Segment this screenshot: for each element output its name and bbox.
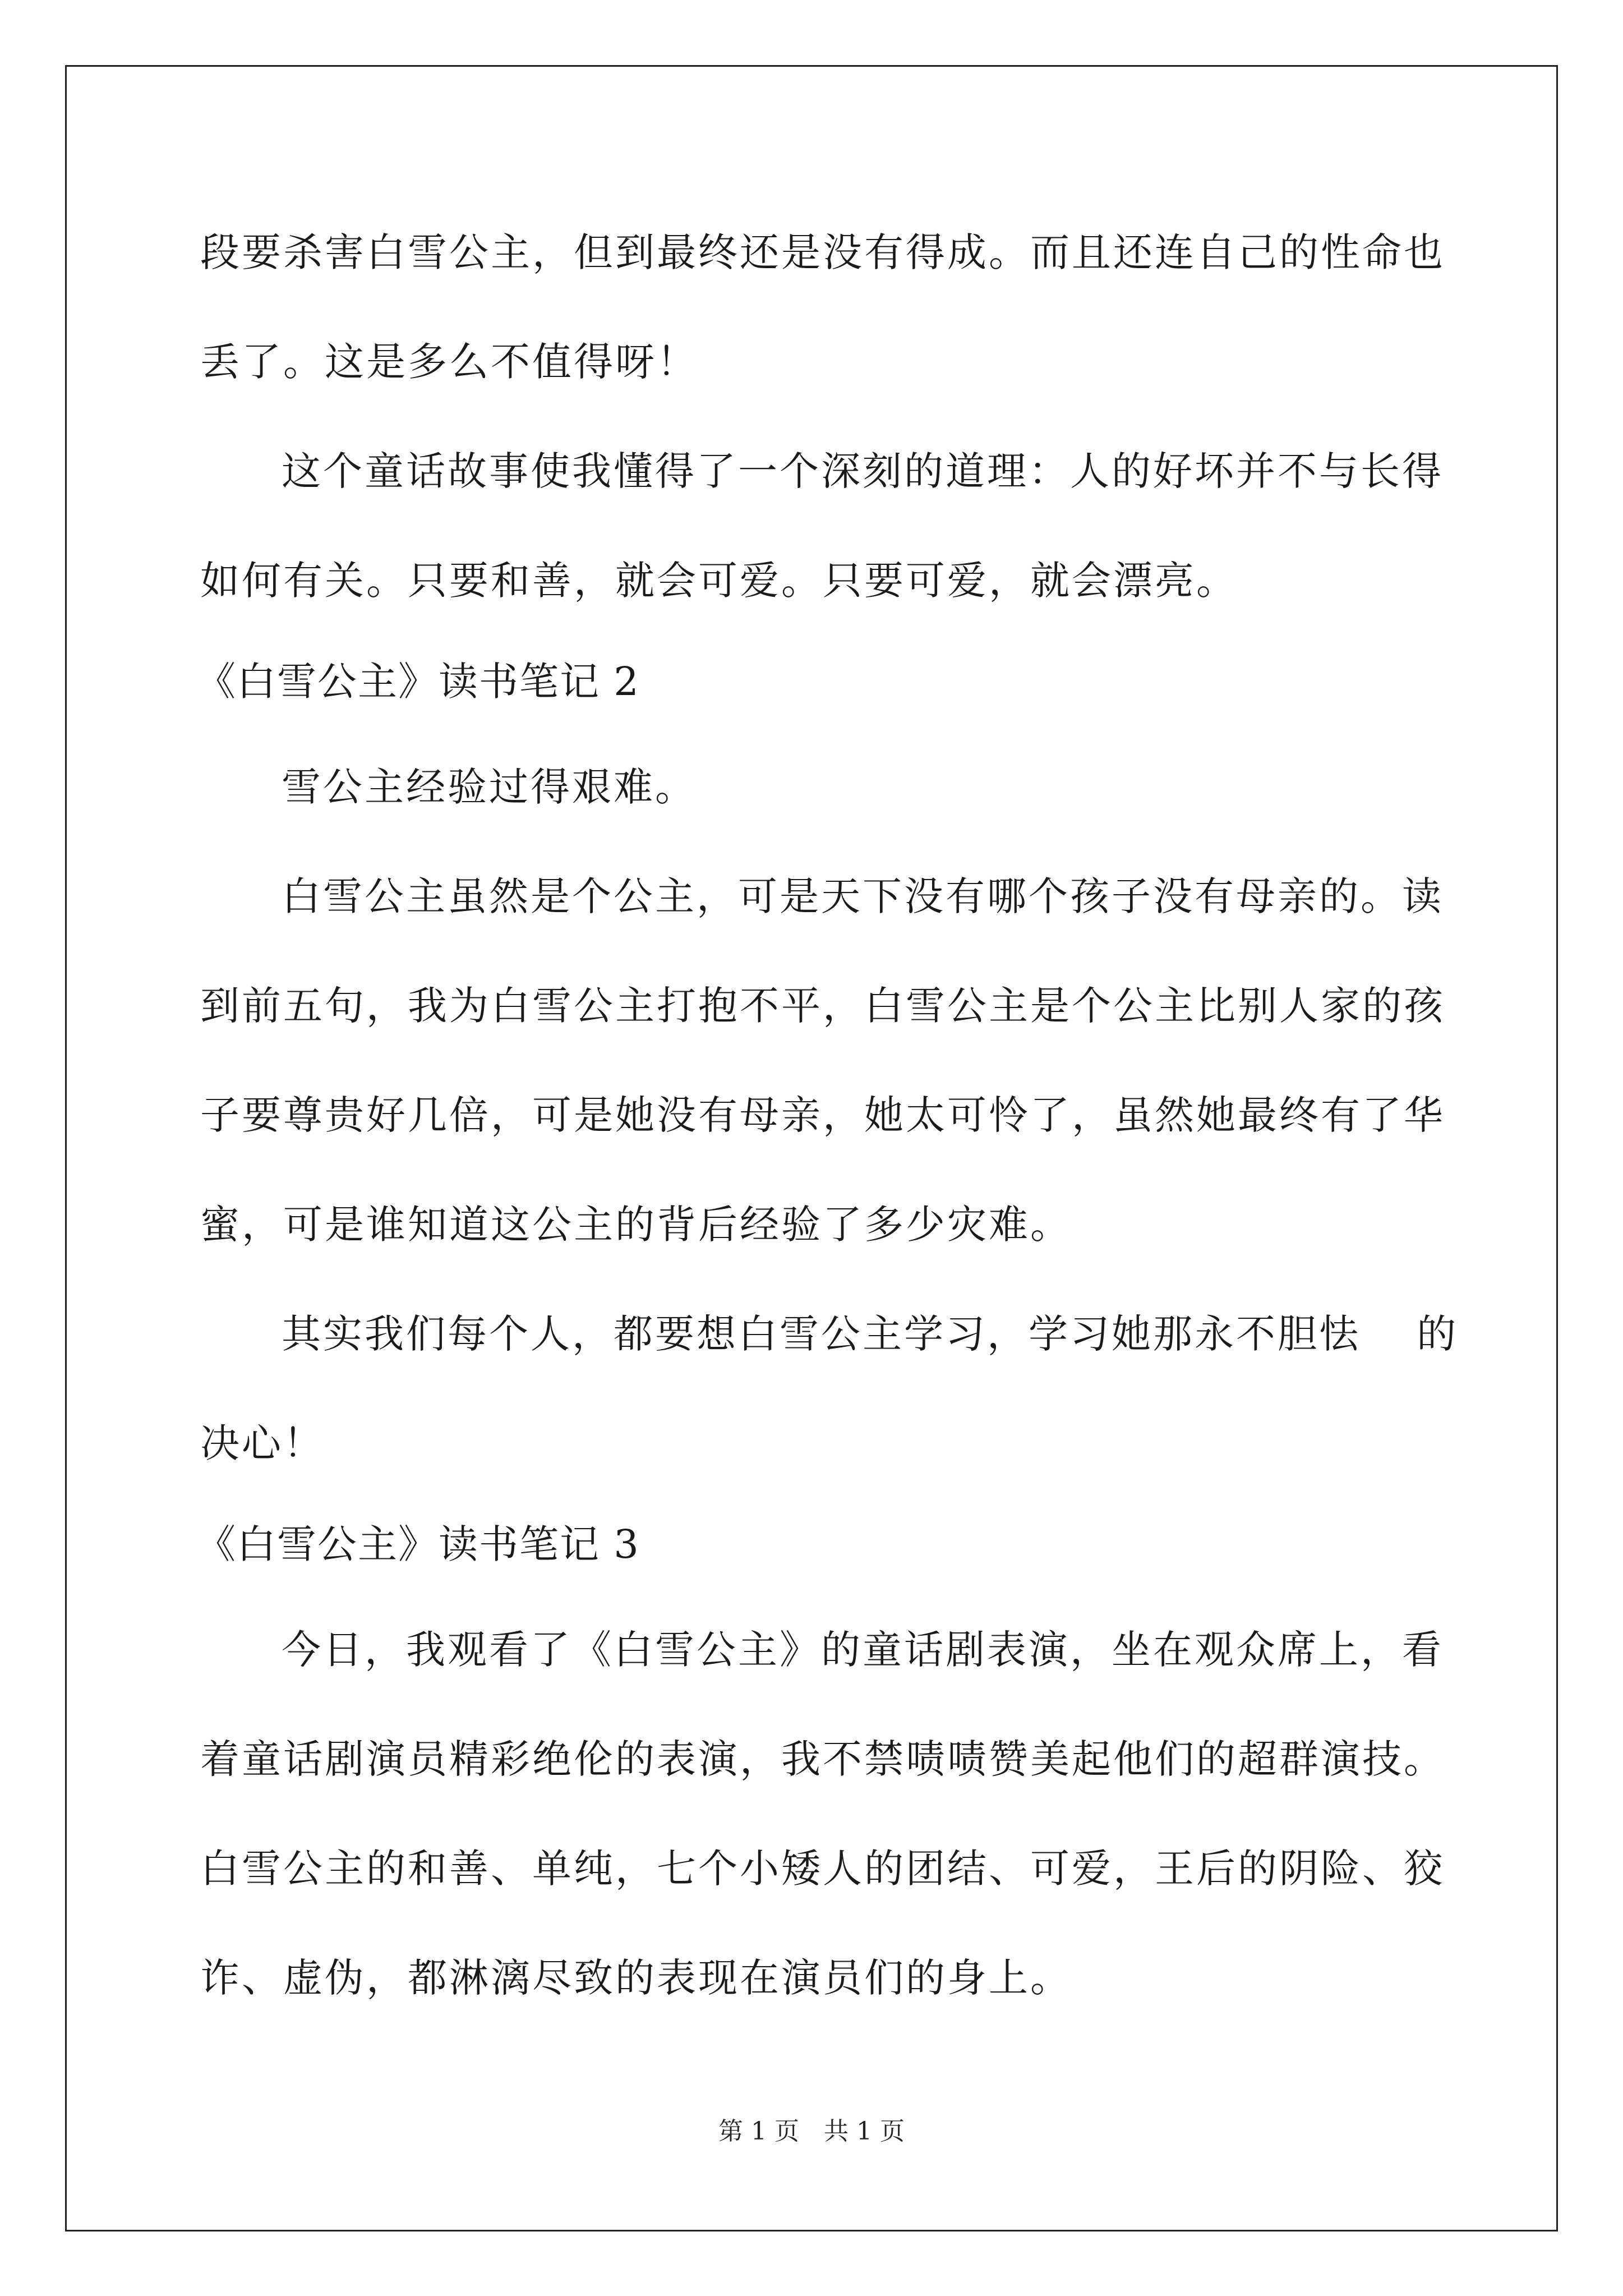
paragraph-line: 诈、虚伪，都淋漓尽致的表现在演员们的身上。 [200,1955,1072,2001]
paragraph-line: 白雪公主的和善、单纯，七个小矮人的团结、可爱，王后的阴险、狡 [200,1846,1445,1892]
paragraph-line: 今日，我观看了《白雪公主》的童话剧表演，坐在观众席上，看 [282,1627,1444,1673]
paragraph-line: 如何有关。只要和善，就会可爱。只要可爱，就会漂亮。 [200,558,1238,604]
paragraph-line: 子要尊贵好几倍，可是她没有母亲，她太可怜了，虽然她最终有了华 [200,1092,1445,1138]
section-heading: 《白雪公主》读书笔记 2 [196,659,640,705]
paragraph-line: 蜜，可是谁知道这公主的背后经验了多少灾难。 [200,1202,1072,1248]
paragraph-line: 其实我们每个人，都要想白雪公主学习，学习她那永不胆怯 的 [282,1311,1459,1357]
paragraph-line: 这个童话故事使我懂得了一个深刻的道理：人的好坏并不与长得 [282,448,1444,494]
paragraph-line: 丢了。这是多么不值得呀！ [200,339,698,385]
section-heading: 《白雪公主》读书笔记 3 [196,1521,640,1567]
page-border [65,65,1558,2231]
paragraph-line: 白雪公主虽然是个公主，可是天下没有哪个孩子没有母亲的。读 [282,873,1444,919]
paragraph-line: 段要杀害白雪公主，但到最终还是没有得成。而且还连自己的性命也 [200,229,1445,275]
page-number-footer: 第 1 页 共 1 页 [718,2117,905,2146]
paragraph-line: 着童话剧演员精彩绝伦的表演，我不禁啧啧赞美起他们的超群演技。 [200,1736,1445,1782]
paragraph-line: 雪公主经验过得艰难。 [282,764,697,810]
paragraph-line: 决心！ [200,1420,325,1466]
paragraph-line: 到前五句，我为白雪公主打抱不平，白雪公主是个公主比别人家的孩 [200,983,1445,1029]
